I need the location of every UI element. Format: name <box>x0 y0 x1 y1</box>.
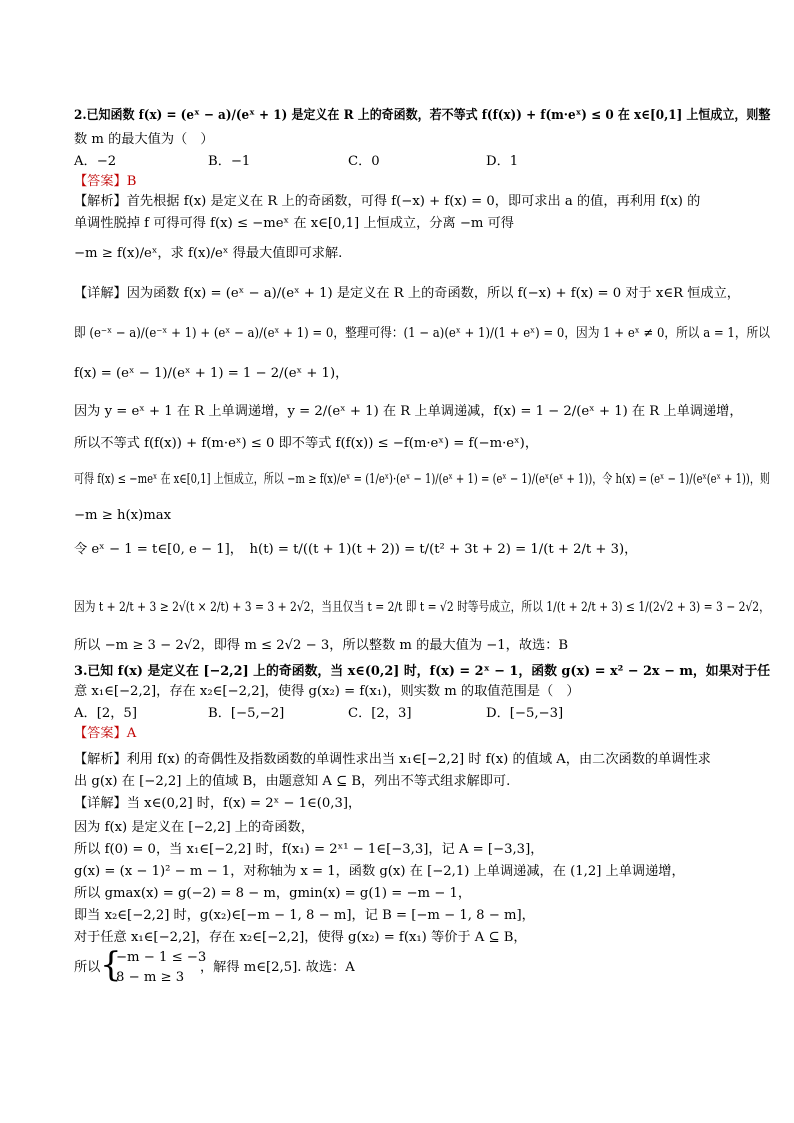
q2-option-b: B．−1 <box>208 154 251 169</box>
q2-detail-line8: 令 eˣ − 1 = t∈[0, e − 1]， h(t) = t/((t + 1)(t + 2)) = t/(t² + 3t + 2) = 1/(t + 2/t + 3)， <box>74 542 638 557</box>
q3-system-prefix: 所以 <box>74 960 101 975</box>
q2-detail-line7: −m ≥ h(x)max <box>74 508 172 523</box>
q3-option-c: C．[2，3] <box>348 706 412 721</box>
q2-option-a: A．−2 <box>74 154 117 169</box>
q2-stem-line2: 数 m 的最大值为（ ） <box>74 132 214 147</box>
q2-analysis-line3: −m ≥ f(x)/eˣ，求 f(x)/eˣ 得最大值即可求解. <box>74 246 343 261</box>
q3-system-line1: −m − 1 ≤ −3 <box>116 950 207 965</box>
q3-detail-line2: 因为 f(x) 是定义在 [−2,2] 上的奇函数， <box>74 820 314 835</box>
q2-detail-line2: 即 (e⁻ˣ − a)/(e⁻ˣ + 1) + (eˣ − a)/(eˣ + 1) = 0，整理可得：(1 − a)(eˣ + 1)/(1 + eˣ) = 0，因为 1 + eˣ ≠ 0，所以 a = 1，所以 <box>74 326 770 341</box>
q2-detail-line10: 所以 −m ≥ 3 − 2√2，即得 m ≤ 2√2 − 3，所以整数 m 的最大值为 −1，故选：B <box>74 638 569 653</box>
q3-detail-line3: 所以 f(0) = 0，当 x₁∈[−2,2] 时，f(x₁) = 2ˣ¹ − 1∈[−3,3]，记 A = [−3,3]， <box>74 842 544 857</box>
q2-option-d: D．1 <box>486 154 519 169</box>
q3-detail-line7: 对于任意 x₁∈[−2,2]，存在 x₂∈[−2,2]，使得 g(x₂) = f(x₁) 等价于 A ⊆ B， <box>74 930 527 945</box>
q2-detail-line5: 所以不等式 f(f(x)) + f(m·eˣ) ≤ 0 即不等式 f(f(x)) ≤ −f(m·eˣ) = f(−m·eˣ)， <box>74 436 539 451</box>
q3-stem-line1: 3.已知 f(x) 是定义在 [−2,2] 上的奇函数，当 x∈(0,2] 时，f(x) = 2ˣ − 1，函数 g(x) = x² − 2x − m，如果对于任 <box>74 664 771 679</box>
q3-system-line2: 8 − m ≥ 3 <box>116 970 185 985</box>
q2-analysis-line1: 【解析】首先根据 f(x) 是定义在 R 上的奇函数，可得 f(−x) + f(x) = 0，即可求出 a 的值，再利用 f(x) 的 <box>74 194 701 209</box>
q2-detail-line4: 因为 y = eˣ + 1 在 R 上单调递增，y = 2/(eˣ + 1) 在 R 上单调递减，f(x) = 1 − 2/(eˣ + 1) 在 R 上单调递增， <box>74 404 743 419</box>
q2-detail-line1: 【详解】因为函数 f(x) = (eˣ − a)/(eˣ + 1) 是定义在 R 上的奇函数，所以 f(−x) + f(x) = 0 对于 x∈R 恒成立， <box>74 286 740 301</box>
left-brace-icon: { <box>100 945 122 985</box>
q2-detail-line9: 因为 t + 2/t + 3 ≥ 2√(t × 2/t) + 3 = 3 + 2√2，当且仅当 t = 2/t 即 t = √2 时等号成立，所以 1/(t + 2/t + 3) ≤ 1/(2√2 + 3) = 3 − 2√2， <box>74 600 770 615</box>
q3-analysis-line1: 【解析】利用 f(x) 的奇偶性及指数函数的单调性求出当 x₁∈[−2,2] 时 f(x) 的值域 A，由二次函数的单调性求 <box>74 752 711 767</box>
q3-option-d: D．[−5,−3] <box>486 706 564 721</box>
q2-detail-line6: 可得 f(x) ≤ −meˣ 在 x∈[0,1] 上恒成立，所以 −m ≥ f(x)/eˣ = (1/eˣ)·(eˣ − 1)/(eˣ + 1) = (eˣ − 1)/(eˣ(eˣ + 1))，令 h(x) = (eˣ − 1)/(eˣ(eˣ + 1))，则 <box>74 472 770 487</box>
q2-analysis-line2: 单调性脱掉 f 可得可得 f(x) ≤ −meˣ 在 x∈[0,1] 上恒成立，分离 −m 可得 <box>74 216 514 231</box>
q3-detail-line6: 即当 x₂∈[−2,2] 时，g(x₂)∈[−m − 1, 8 − m]，记 B = [−m − 1, 8 − m]， <box>74 908 535 923</box>
q3-detail-line1: 【详解】当 x∈(0,2] 时，f(x) = 2ˣ − 1∈(0,3]， <box>74 796 362 811</box>
q3-options <box>74 706 563 722</box>
q2-answer: 【答案】B <box>74 174 137 189</box>
q3-stem-line2: 意 x₁∈[−2,2]，存在 x₂∈[−2,2]，使得 g(x₂) = f(x₁)，则实数 m 的取值范围是（ ） <box>74 684 580 699</box>
q3-option-a: A．[2，5] <box>74 706 137 721</box>
q3-analysis-line2: 出 g(x) 在 [−2,2] 上的值域 B，由题意知 A ⊆ B，列出不等式组求解即可. <box>74 774 511 789</box>
q3-detail-line5: 所以 gmax(x) = g(−2) = 8 − m，gmin(x) = g(1) = −m − 1， <box>74 886 472 901</box>
q2-options <box>74 154 518 170</box>
q3-conclusion: ，解得 m∈[2,5]. 故选：A <box>200 960 355 975</box>
q2-detail-line3: f(x) = (eˣ − 1)/(eˣ + 1) = 1 − 2/(eˣ + 1)， <box>74 366 349 381</box>
q3-detail-line4: g(x) = (x − 1)² − m − 1，对称轴为 x = 1，函数 g(x) 在 [−2,1) 上单调递减，在 (1,2] 上单调递增， <box>74 864 685 879</box>
q2-option-c: C．0 <box>348 154 380 169</box>
q3-answer: 【答案】A <box>74 726 137 741</box>
q2-stem-line1: 2.已知函数 f(x) = (eˣ − a)/(eˣ + 1) 是定义在 R 上的奇函数，若不等式 f(f(x)) + f(m·eˣ) ≤ 0 在 x∈[0,1] 上恒成立，则整 <box>74 108 771 123</box>
q3-option-b: B．[−5,−2] <box>208 706 285 721</box>
